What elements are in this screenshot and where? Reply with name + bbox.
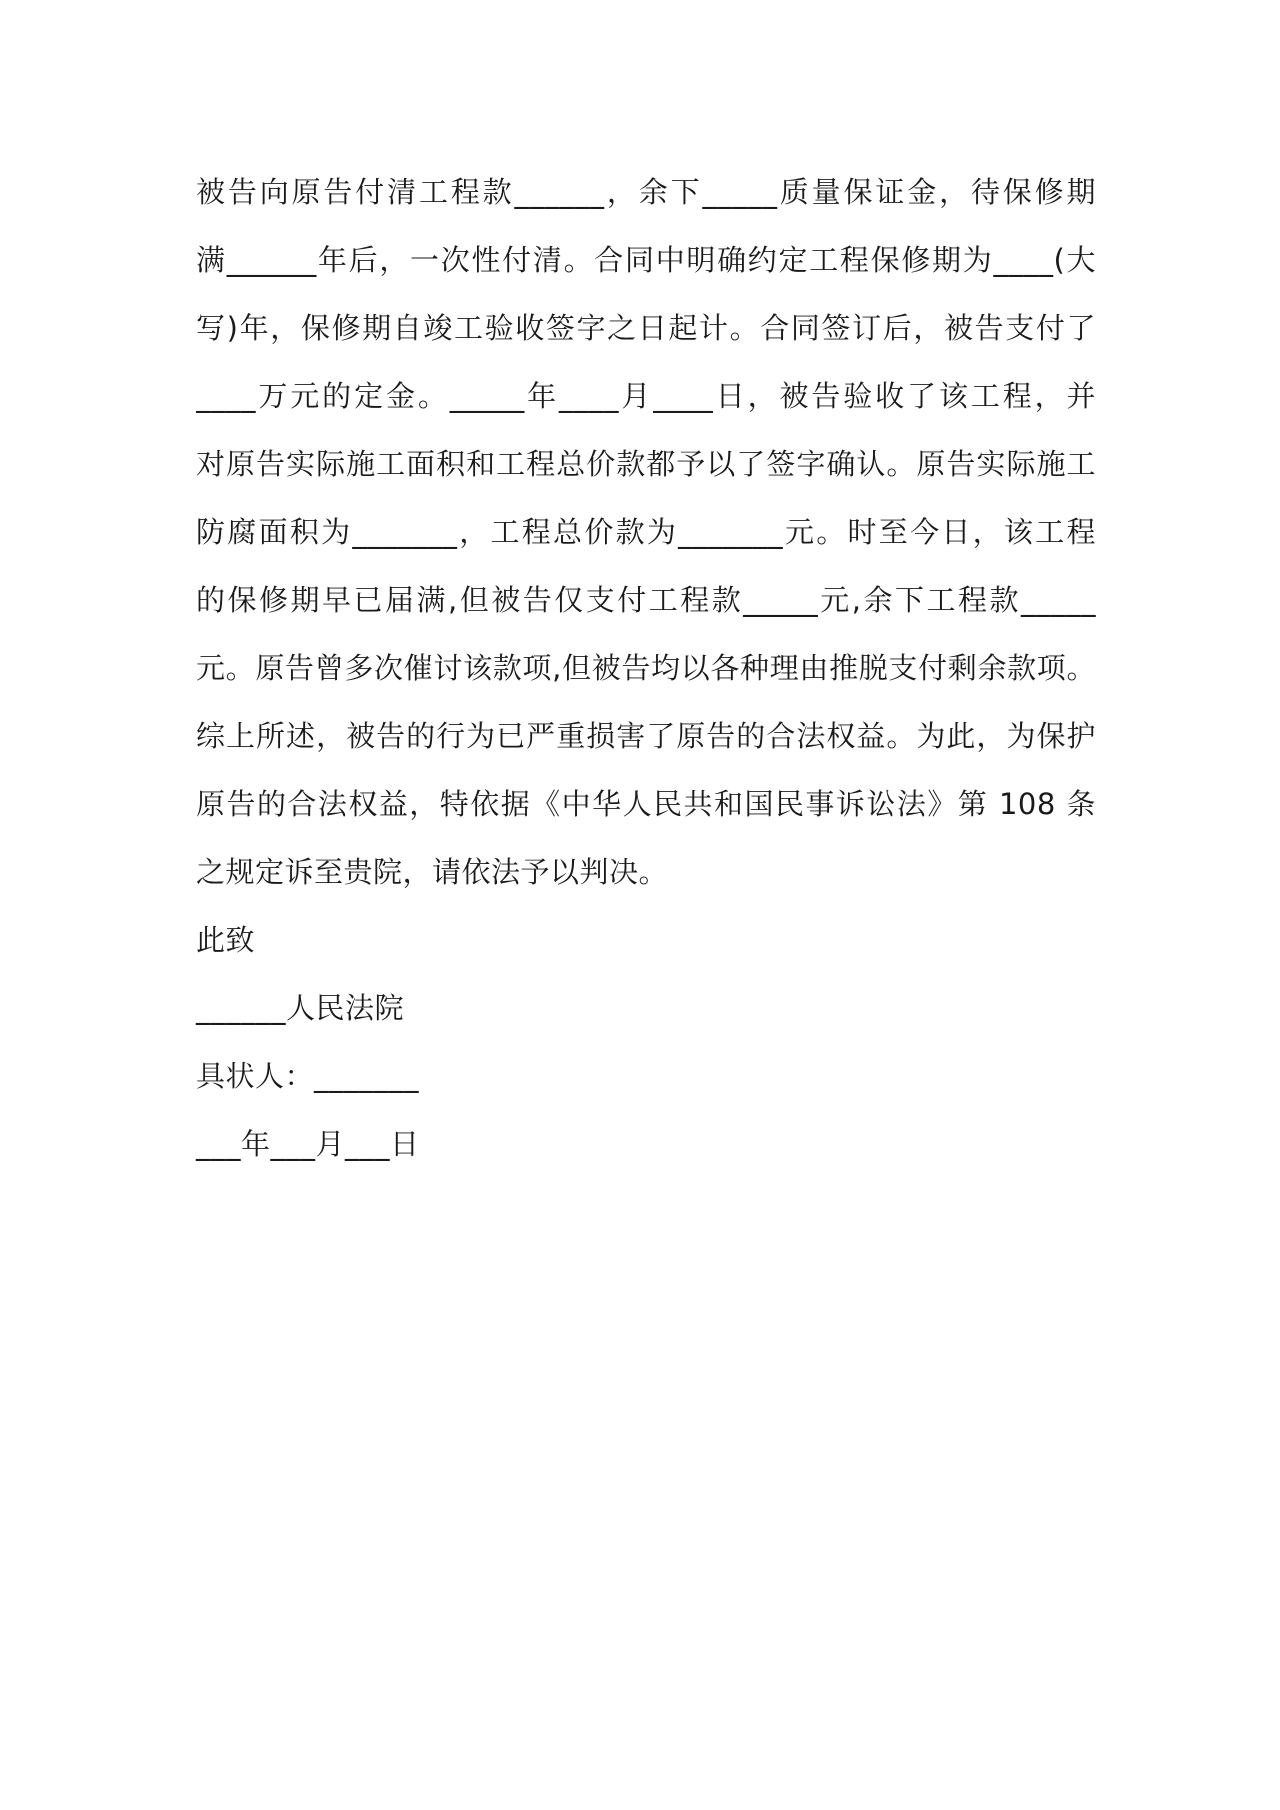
plaintiff-signature: 具状人：_______ (196, 1059, 420, 1093)
body-line-4: ____万元的定金。_____年____月____日，被告验收了该工程，并 (196, 379, 1096, 413)
body-line-9: 综上所述，被告的行为已严重损害了原告的合法权益。为此，为保护 (196, 719, 1096, 753)
body-line-10: 原告的合法权益，特依据《中华人民共和国民事诉讼法》第 108 条 (196, 787, 1096, 821)
salutation: 此致 (196, 923, 256, 957)
body-line-3: 写)年，保修期自竣工验收签字之日起计。合同签订后，被告支付了 (196, 311, 1096, 345)
body-line-11: 之规定诉至贵院，请依法予以判决。 (196, 855, 669, 889)
body-line-7: 的保修期早已届满,但被告仅支付工程款_____元,余下工程款_____ (196, 583, 1096, 617)
body-line-8: 元。原告曾多次催讨该款项,但被告均以各种理由推脱支付剩余款项。 (196, 651, 1096, 685)
document-date: ___年___月___日 (196, 1127, 420, 1161)
body-line-2: 满______年后，一次性付清。合同中明确约定工程保修期为____(大 (196, 243, 1096, 277)
body-line-6: 防腐面积为_______，工程总价款为_______元。时至今日，该工程 (196, 515, 1096, 549)
document-body (196, 158, 1096, 1178)
body-line-5: 对原告实际施工面积和工程总价款都予以了签字确认。原告实际施工 (196, 447, 1096, 481)
court-name: ______人民法院 (196, 991, 405, 1025)
body-line-1: 被告向原告付清工程款______，余下_____质量保证金，待保修期 (196, 175, 1096, 209)
